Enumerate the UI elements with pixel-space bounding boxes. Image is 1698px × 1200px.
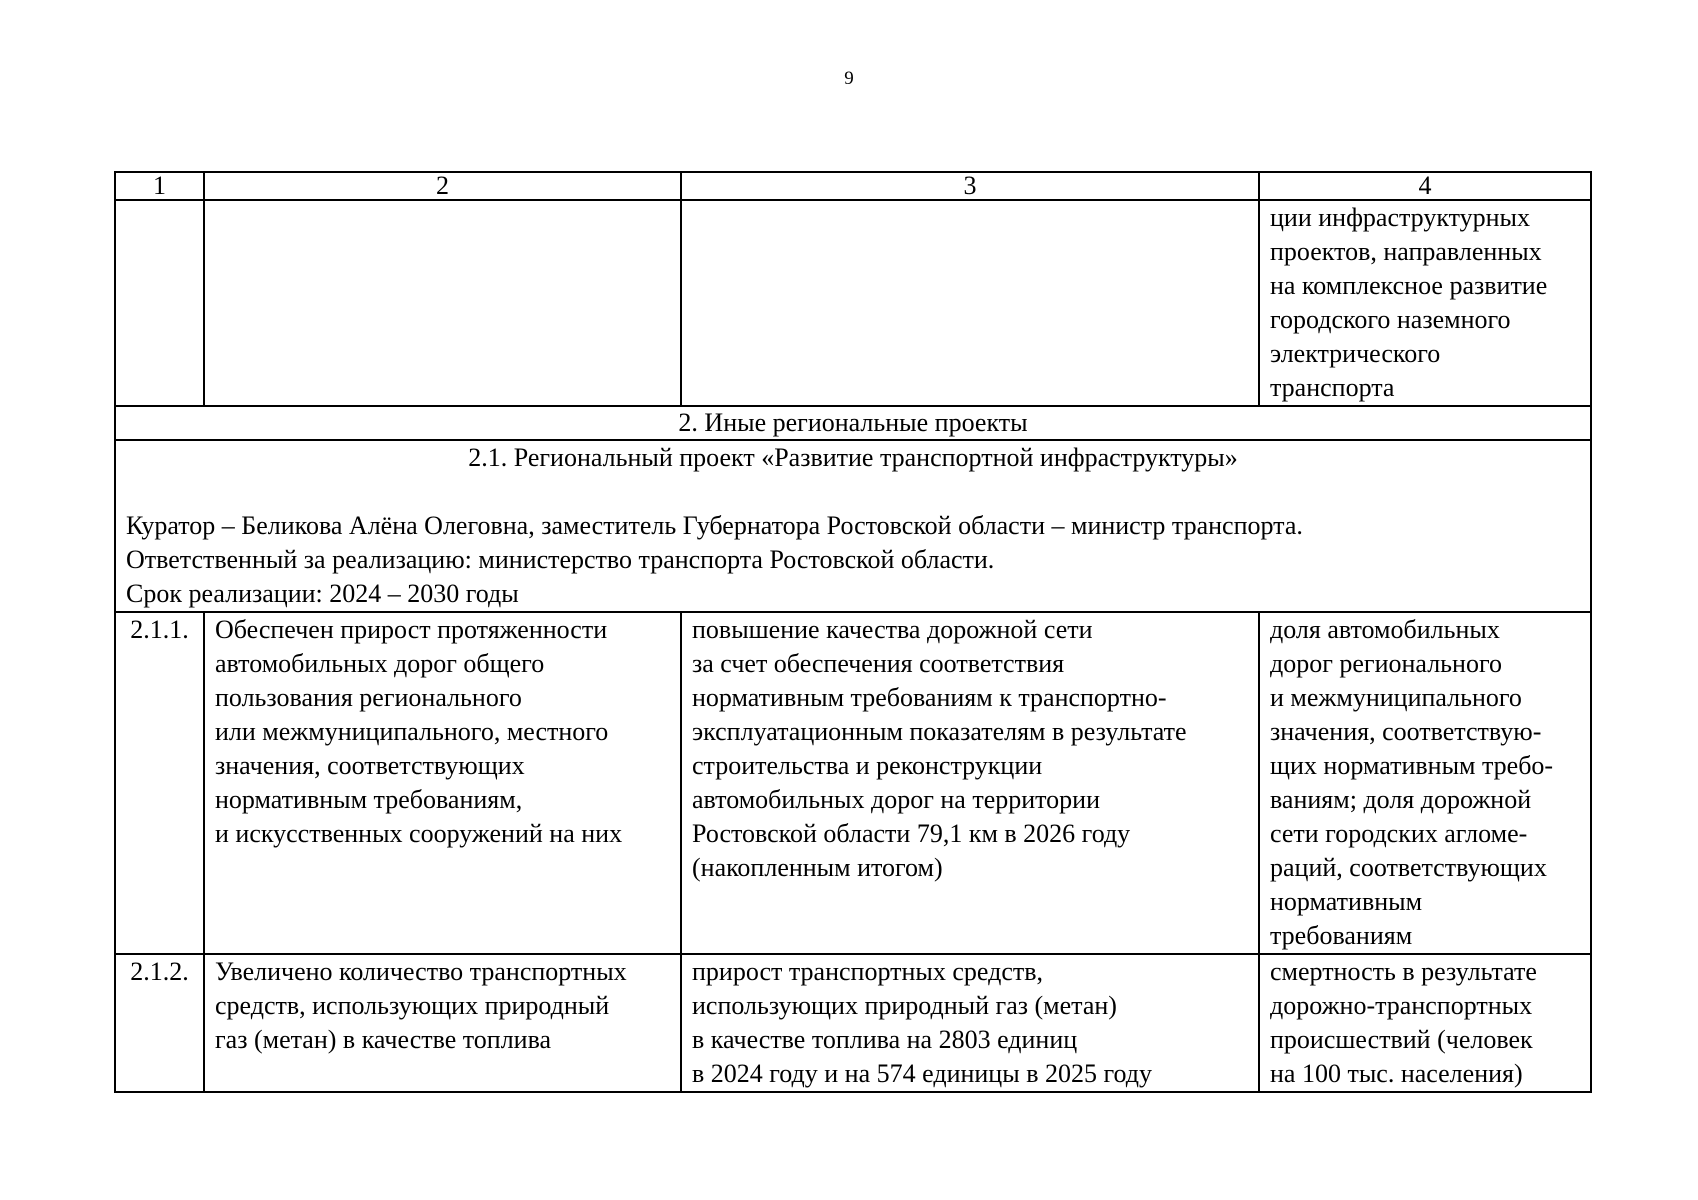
header-cell-2: 2 [204, 172, 681, 200]
page-number: 9 [844, 68, 854, 89]
header-cell-1: 1 [115, 172, 204, 200]
table-row [115, 954, 1591, 1092]
project-responsible: Ответственный за реализацию: министерство транспорта Ростовской области. [126, 545, 995, 574]
row-indicator: смертность в результате дорожно-транспортных происшествий (человек на 100 тыс. населения) [1259, 954, 1591, 1092]
header-cell-4: 4 [1259, 172, 1591, 200]
project-title: 2.1. Региональный проект «Развитие транспортной инфраструктуры» [468, 443, 1238, 472]
table-row [115, 612, 1591, 954]
continued-row [115, 200, 1591, 406]
row-description: повышение качества дорожной сети за счет обеспечения соответствия нормативным требованиям к транспортно- эксплуатационным показателям в результате строительства и реконструкции автомобильных дорог на территории Ростовской области 79,1 км в 2026 году (накопленным итогом) [681, 612, 1259, 954]
project-row [115, 440, 1591, 612]
projects-table [114, 171, 1592, 1093]
row-task: Увеличено количество транспортных средств, использующих природный газ (метан) в качестве топлива [204, 954, 681, 1092]
continued-cell-1 [115, 200, 204, 406]
project-curator: Куратор – Беликова Алёна Олеговна, заместитель Губернатора Ростовской области – министр транспорта. [126, 511, 1303, 540]
table-header-row [115, 172, 1591, 200]
project-cell [115, 440, 1591, 612]
continued-cell-3 [681, 200, 1259, 406]
project-term: Срок реализации: 2024 – 2030 годы [126, 579, 519, 608]
section-row [115, 406, 1591, 440]
row-description: прирост транспортных средств, использующих природный газ (метан) в качестве топлива на 2803 единиц в 2024 году и на 574 единицы в 2025 году [681, 954, 1259, 1092]
continued-cell-2 [204, 200, 681, 406]
row-task: Обеспечен прирост протяженности автомобильных дорог общего пользования регионального или межмуниципального, местного значения, соответствующих нормативным требованиям, и искусственных сооружений на них [204, 612, 681, 954]
continued-indicator-text: ции инфраструктурных проектов, направленных на комплексное развитие городского наземного электрического транспорта [1259, 200, 1591, 406]
section-title: 2. Иные региональные проекты [115, 406, 1591, 440]
row-number: 2.1.2. [115, 954, 204, 1092]
row-indicator: доля автомобильных дорог регионального и межмуниципального значения, соответствую- щих нормативным требо- ваниям; доля дорожной сети городских агломе- раций, соответствующих нормативным требованиям [1259, 612, 1591, 954]
header-cell-3: 3 [681, 172, 1259, 200]
row-number: 2.1.1. [115, 612, 204, 954]
